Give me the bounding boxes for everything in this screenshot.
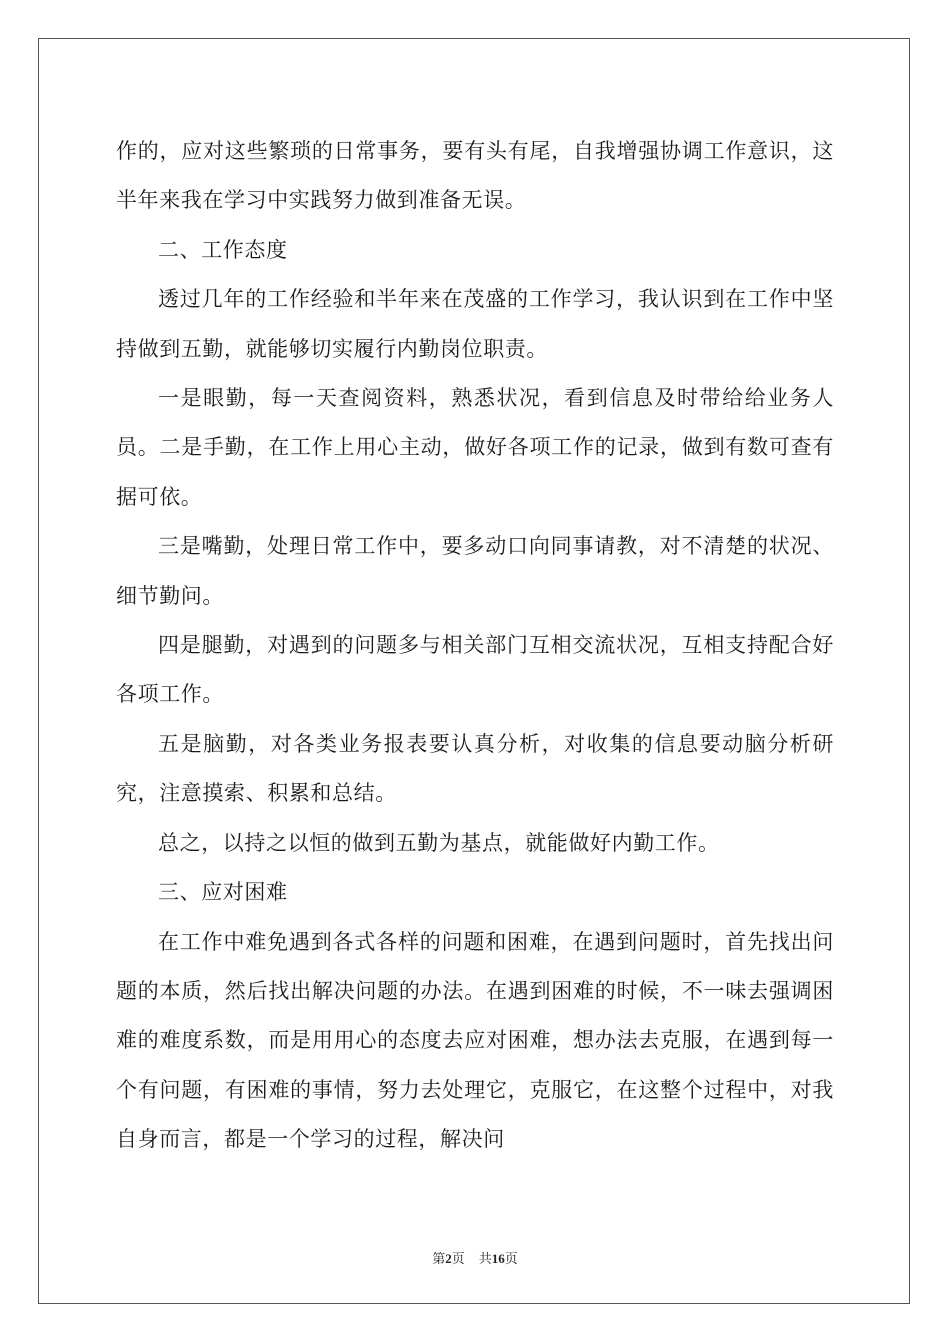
total-prefix: 共 — [478, 1251, 492, 1266]
paragraph-eye-hand-diligence: 一是眼勤，每一天查阅资料，熟悉状况，看到信息及时带给给业务人员。二是手勤，在工作上用心主动，做好各项工作的记录，做到有数可查有据可依。 — [116, 386, 834, 509]
paragraph-summary: 总之，以持之以恒的做到五勤为基点，就能做好内勤工作。 — [158, 830, 720, 855]
section-heading-facing-difficulties: 三、应对困难 — [158, 880, 288, 905]
paragraph-continuation: 作的，应对这些繁琐的日常事务，要有头有尾，自我增强协调工作意识，这半年来我在学习中实践努力做到准备无误。 — [116, 139, 834, 213]
document-body — [116, 127, 834, 1165]
page-prefix: 第 — [432, 1251, 446, 1266]
section-heading-work-attitude: 二、工作态度 — [158, 237, 288, 262]
page-number-total: 16 — [491, 1251, 505, 1266]
total-unit: 页 — [504, 1251, 518, 1266]
paragraph-leg-diligence: 四是腿勤，对遇到的问题多与相关部门互相交流状况，互相支持配合好各项工作。 — [116, 633, 834, 707]
paragraph-mouth-diligence: 三是嘴勤，处理日常工作中，要多动口向同事请教，对不清楚的状况、细节勤问。 — [116, 534, 834, 608]
paragraph-facing-difficulties: 在工作中难免遇到各式各样的问题和困难，在遇到问题时，首先找出问题的本质，然后找出解决问题的办法。在遇到困难的时候，不一味去强调困难的难度系数，而是用用心的态度去应对困难，想办法去克服，在遇到每一个有问题，有困难的事情，努力去处理它，克服它，在这整个过程中，对我自身而言，都是一个学习的过程，解决问 — [116, 929, 834, 1152]
page-unit: 页 — [451, 1251, 465, 1266]
page-footer — [0, 1248, 950, 1267]
page-number-current: 2 — [445, 1251, 452, 1266]
paragraph-five-diligences-intro: 透过几年的工作经验和半年来在茂盛的工作学习，我认识到在工作中坚持做到五勤，就能够切实履行内勤岗位职责。 — [116, 287, 834, 361]
paragraph-brain-diligence: 五是脑勤，对各类业务报表要认真分析，对收集的信息要动脑分析研究，注意摸索、积累和总结。 — [116, 731, 834, 806]
